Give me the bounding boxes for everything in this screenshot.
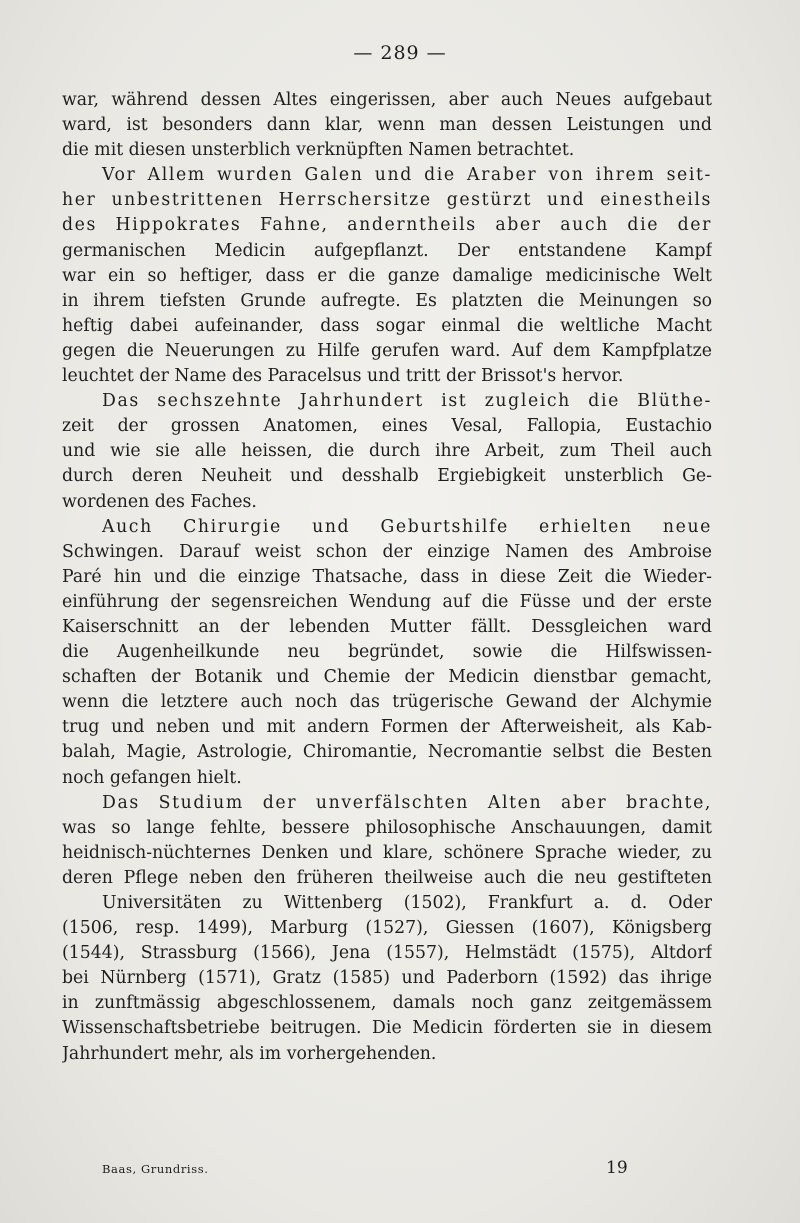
text-line: leuchtet der Name des Paracelsus und tritt der Brissot's hervor. xyxy=(62,366,624,387)
text-line: durch deren Neuheit und desshalb Ergiebigkeit unsterblich Ge- xyxy=(62,466,712,487)
text-line: Wissenschaftsbetriebe beitrugen. Die Medicin förderten sie in diesem xyxy=(62,1018,712,1039)
text-line: (1506, resp. 1499), Marburg (1527), Giessen (1607), Königsberg xyxy=(62,918,712,939)
text-line: bei Nürnberg (1571), Gratz (1585) und Paderborn (1592) das ihrige xyxy=(62,968,712,989)
page-number: — 289 — xyxy=(353,42,447,64)
text-line: war ein so heftiger, dass er die ganze damalige medicinische Welt xyxy=(62,265,712,286)
text-line: was so lange fehlte, bessere philosophische Anschauungen, damit xyxy=(62,817,712,838)
text-line: wordenen des Faches. xyxy=(62,491,257,512)
text-line: war, während dessen Altes eingerissen, aber auch Neues aufgebaut xyxy=(62,90,712,110)
text-line: (1544), Strassburg (1566), Jena (1557), Helmstädt (1575), Altdorf xyxy=(62,943,712,964)
text-line: Das Studium der unverfälschten Alten aber brachte, xyxy=(102,792,712,813)
text-line: Auch Chirurgie und Geburtshilfe erhielten neue xyxy=(102,516,712,537)
text-line: des Hippokrates Fahne, anderntheils aber auch die der xyxy=(62,215,712,236)
text-line: Jahrhundert mehr, als im vorhergehenden. xyxy=(62,1043,437,1064)
text-line: Universitäten zu Wittenberg (1502), Frankfurt a. d. Oder xyxy=(102,893,712,913)
text-line: wenn die letztere auch noch das trügerische Gewand der Alchymie xyxy=(62,692,712,713)
text-line: zeit der grossen Anatomen, eines Vesal, Fallopia, Eustachio xyxy=(62,416,712,437)
text-line: Vor Allem wurden Galen und die Araber von ihrem seit- xyxy=(102,165,712,186)
footer-signature: Baas, Grundriss. xyxy=(102,1162,209,1176)
text-line: die Augenheilkunde neu begründet, sowie die Hilfswissen- xyxy=(62,642,712,663)
text-line: Das sechszehnte Jahrhundert ist zugleich die Blüthe- xyxy=(102,391,712,412)
page-footer xyxy=(0,1158,800,1182)
footer-sheet-number: 19 xyxy=(606,1158,628,1178)
text-line: Kaiserschnitt an der lebenden Mutter fällt. Dessgleichen ward xyxy=(62,616,712,637)
text-line: trug und neben und mit andern Formen der Afterweisheit, als Kab- xyxy=(62,717,712,738)
text-line: heidnisch-nüchternes Denken und klare, schönere Sprache wieder, zu xyxy=(62,842,712,863)
text-line: heftig dabei aufeinander, dass sogar einmal die weltliche Macht xyxy=(62,315,712,336)
text-line: ward, ist besonders dann klar, wenn man dessen Leistungen und xyxy=(62,115,712,136)
text-line: balah, Magie, Astrologie, Chiromantie, Necromantie selbst die Besten xyxy=(62,742,712,763)
body-text xyxy=(62,88,712,1067)
text-line: und wie sie alle heissen, die durch ihre Arbeit, zum Theil auch xyxy=(62,441,712,462)
text-line: die mit diesen unsterblich verknüpften Namen betrachtet. xyxy=(62,140,575,161)
text-line: deren Pflege neben den früheren theilweise auch die neu gestifteten xyxy=(62,867,712,888)
text-line: gegen die Neuerungen zu Hilfe gerufen ward. Auf dem Kampfplatze xyxy=(62,340,712,361)
text-line: Paré hin und die einzige Thatsache, dass in diese Zeit die Wieder- xyxy=(62,566,712,587)
text-line: in zunftmässig abgeschlossenem, damals noch ganz zeitgemässem xyxy=(62,993,712,1014)
text-line: Schwingen. Darauf weist schon der einzige Namen des Ambroise xyxy=(62,541,712,562)
text-line: einführung der segensreichen Wendung auf die Füsse und der erste xyxy=(62,591,712,612)
text-line: in ihrem tiefsten Grunde aufregte. Es platzten die Meinungen so xyxy=(62,290,712,311)
text-line: noch gefangen hielt. xyxy=(62,767,242,788)
text-line: her unbestrittenen Herrschersitze gestürzt und einestheils xyxy=(62,190,712,211)
text-line: schaften der Botanik und Chemie der Medicin dienstbar gemacht, xyxy=(62,667,712,688)
text-line: germanischen Medicin aufgepflanzt. Der entstandene Kampf xyxy=(62,240,712,261)
